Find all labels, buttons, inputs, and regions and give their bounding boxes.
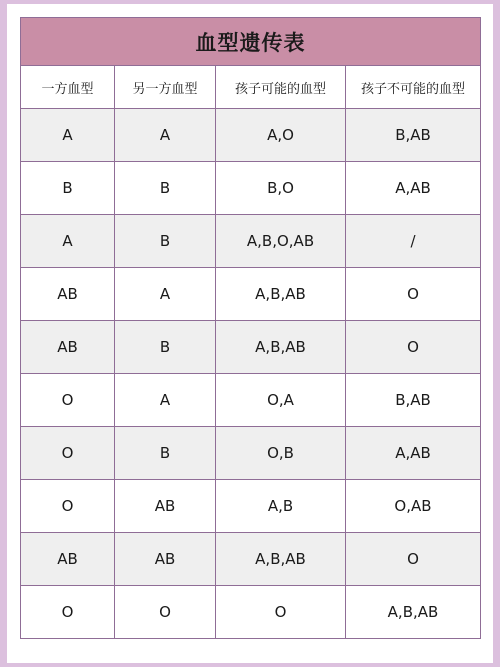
cell-parent-two: AB [115,533,216,586]
cell-parent-two: B [115,215,216,268]
cell-impossible-child: A,AB [346,427,481,480]
cell-impossible-child: A,AB [346,162,481,215]
cell-impossible-child: O [346,321,481,374]
table-row [21,215,481,268]
document-sheet [7,4,493,663]
cell-parent-two: O [115,586,216,639]
cell-parent-two: A [115,374,216,427]
table-title: 血型遗传表 [21,18,481,66]
cell-possible-child: A,B,AB [216,533,346,586]
table-row [21,533,481,586]
cell-possible-child: O,B [216,427,346,480]
cell-parent-two: A [115,268,216,321]
cell-parent-two: AB [115,480,216,533]
table-row [21,109,481,162]
header-impossible-child: 孩子不可能的血型 [346,66,481,109]
cell-impossible-child: B,AB [346,109,481,162]
table-row [21,427,481,480]
cell-possible-child: O [216,586,346,639]
cell-parent-two: B [115,162,216,215]
cell-possible-child: A,O [216,109,346,162]
table-row [21,480,481,533]
cell-parent-one: O [21,374,115,427]
cell-parent-one: B [21,162,115,215]
cell-impossible-child: O [346,533,481,586]
cell-impossible-child: A,B,AB [346,586,481,639]
cell-parent-two: B [115,321,216,374]
cell-parent-two: B [115,427,216,480]
cell-possible-child: A,B [216,480,346,533]
cell-parent-one: AB [21,533,115,586]
blood-type-table [20,17,481,639]
table-row [21,586,481,639]
table-row [21,268,481,321]
cell-parent-one: O [21,427,115,480]
cell-impossible-child: O [346,268,481,321]
cell-parent-one: AB [21,268,115,321]
cell-possible-child: B,O [216,162,346,215]
cell-impossible-child: / [346,215,481,268]
cell-impossible-child: B,AB [346,374,481,427]
cell-parent-one: O [21,586,115,639]
header-parent-one: 一方血型 [21,66,115,109]
cell-parent-one: O [21,480,115,533]
cell-possible-child: A,B,AB [216,268,346,321]
cell-possible-child: O,A [216,374,346,427]
header-possible-child: 孩子可能的血型 [216,66,346,109]
header-parent-two: 另一方血型 [115,66,216,109]
cell-possible-child: A,B,O,AB [216,215,346,268]
cell-parent-one: AB [21,321,115,374]
table-row [21,162,481,215]
cell-possible-child: A,B,AB [216,321,346,374]
cell-parent-two: A [115,109,216,162]
cell-parent-one: A [21,109,115,162]
table-row [21,374,481,427]
cell-parent-one: A [21,215,115,268]
table-row [21,321,481,374]
cell-impossible-child: O,AB [346,480,481,533]
